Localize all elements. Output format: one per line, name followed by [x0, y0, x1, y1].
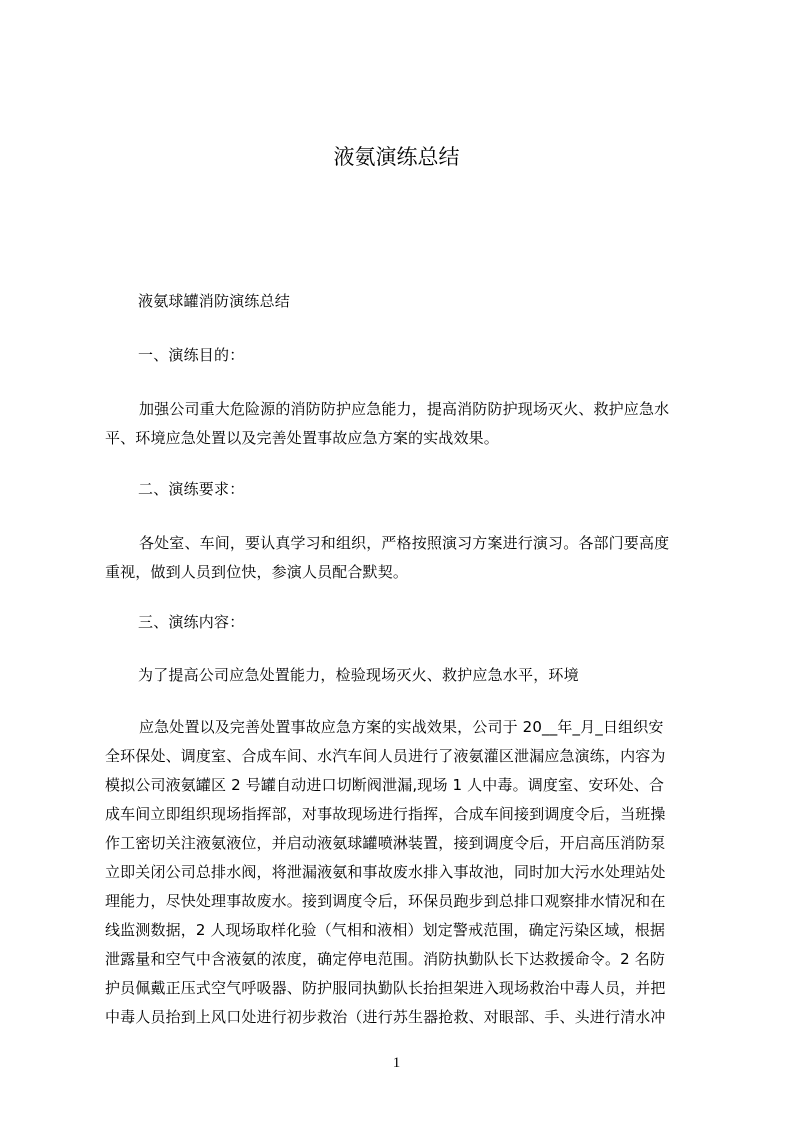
- paragraph-line: 平、环境应急处置以及完善处置事故应急方案的实战效果。: [105, 429, 499, 447]
- paragraph-content: [105, 713, 700, 1032]
- paragraph-purpose: [105, 395, 700, 453]
- paragraph-line: 应急处置以及完善处置事故应急方案的实战效果，公司于 20__年_月_日组织安: [139, 718, 664, 736]
- page-number: 1: [392, 1055, 401, 1071]
- document-title: 液氨演练总结: [333, 145, 460, 169]
- paragraph-requirements: [105, 529, 700, 587]
- paragraph-line: 泄露量和空气中含液氨的浓度，确定停电范围。消防执勤队长下达救援命令。2 名防: [105, 950, 666, 968]
- paragraph-line: 模拟公司液氨罐区 2 号罐自动进口切断阀泄漏,现场 1 人中毒。调度室、安环处、合: [105, 776, 665, 794]
- paragraph-line: 各处室、车间，要认真学习和组织，严格按照演习方案进行演习。各部门要高度: [139, 534, 670, 552]
- paragraph-line: 全环保处、调度室、合成车间、水汽车间人员进行了液氨灌区泄漏应急演练，内容为: [105, 747, 666, 765]
- document-subtitle: 液氨球罐消防演练总结: [138, 292, 291, 310]
- paragraph-line: 中毒人员抬到上风口处进行初步救治（进行苏生器抢救、对眼部、手、头进行清水冲: [105, 1008, 666, 1026]
- paragraph-line: 理能力，尽快处理事故废水。接到调度令后，环保员跑步到总排口观察排水情况和在: [105, 892, 666, 910]
- section-heading-requirements: 二、演练要求：: [138, 480, 245, 498]
- content-intro: 为了提高公司应急处置能力，检验现场灭火、救护应急水平，环境: [138, 666, 579, 684]
- paragraph-line: 加强公司重大危险源的消防防护应急能力，提高消防防护现场灭火、救护应急水: [139, 400, 670, 418]
- paragraph-line: 护员佩戴正压式空气呼吸器、防护服同执勤队长抬担架进入现场救治中毒人员，并把: [105, 979, 666, 997]
- paragraph-line: 线监测数据，2 人现场取样化验（气相和液相）划定警戒范围，确定污染区域，根据: [105, 921, 666, 939]
- paragraph-line: 成车间立即组织现场指挥部，对事故现场进行指挥，合成车间接到调度令后，当班操: [105, 805, 666, 823]
- section-heading-purpose: 一、演练目的：: [138, 346, 245, 364]
- paragraph-line: 立即关闭公司总排水阀，将泄漏液氨和事故废水排入事故池，同时加大污水处理站处: [105, 863, 666, 881]
- section-heading-content: 三、演练内容：: [138, 613, 245, 631]
- paragraph-line: 重视，做到人员到位快，参演人员配合默契。: [105, 563, 409, 581]
- paragraph-line: 作工密切关注液氨液位，并启动液氨球罐喷淋装置，接到调度令后，开启高压消防泵: [105, 834, 666, 852]
